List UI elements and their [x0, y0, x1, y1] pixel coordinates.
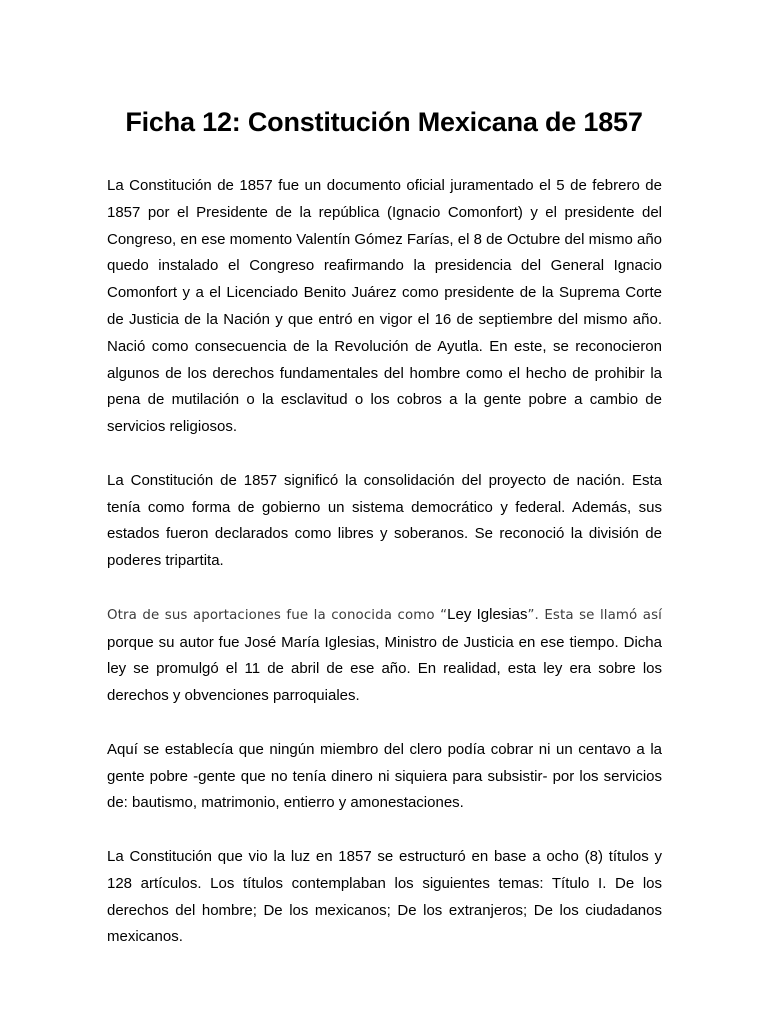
- paragraph-1: La Constitución de 1857 fue un documento oficial juramentado el 5 de febrero de 1857 por el Presidente de la república (Ignacio Comonfort) y el presidente del Congreso, en ese momento Valentín Gómez Farías, el 8 de Octubre del mismo año quedo instalado el Congreso reafirmando la presidencia del General Ignacio Comonfort y a el Licenciado Benito Juárez como presidente de la Suprema Corte de Justicia de la Nación y que entró en vigor el 16 de septiembre del mismo año. Nació como consecuencia de la Revolución de Ayutla. En este, se reconocieron algunos de los derechos fundamentales del hombre como el hecho de prohibir la pena de mutilación o la esclavitud o los cobros a la gente pobre a cambio de servicios religiosos.: [107, 177, 662, 436]
- paragraph-3-lead: Otra de sus aportaciones fue la conocida como “: [107, 607, 448, 623]
- document-body: [107, 173, 662, 951]
- paragraph-5: La Constitución que vio la luz en 1857 se estructuró en base a ocho (8) títulos y 128 artículos. Los títulos contemplaban los siguientes temas: Título I. De los derechos del hombre; De los mexicanos; De los extranjeros; De los ciudadanos mexicanos.: [107, 847, 662, 946]
- paragraph-3: [107, 602, 662, 710]
- paragraph-3-lead-end: ”. Esta se llamó así: [527, 607, 662, 623]
- paragraph-3-text: porque su autor fue José María Iglesias, Ministro de Justicia en ese tiempo. Dicha ley se promulgó el 11 de abril de ese año. En realidad, esta ley era sobre los derechos y obvenciones parroquiales.: [107, 633, 662, 705]
- page-title: Ficha 12: Constitución Mexicana de 1857: [125, 107, 643, 137]
- ley-iglesias-term: Ley Iglesias: [447, 605, 528, 623]
- paragraph-2: La Constitución de 1857 significó la consolidación del proyecto de nación. Esta tenía como forma de gobierno un sistema democrático y federal. Además, sus estados fueron declarados como libres y soberanos. Se reconoció la división de poderes tripartita.: [107, 471, 662, 570]
- paragraph-4: Aquí se establecía que ningún miembro del clero podía cobrar ni un centavo a la gente pobre -gente que no tenía dinero ni siquiera para subsistir- por los servicios de: bautismo, matrimonio, entierro y amonestaciones.: [107, 740, 662, 812]
